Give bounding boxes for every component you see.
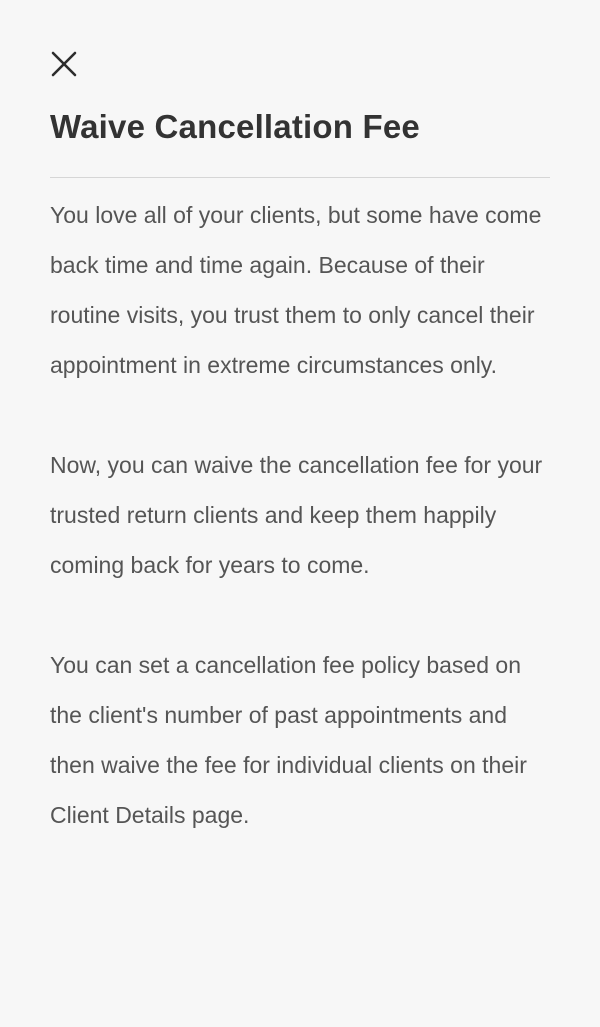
description-paragraph-2: Now, you can waive the cancellation fee for your trusted return clients and keep them happily coming back for years to come.	[50, 452, 543, 578]
description-paragraph-1: You love all of your clients, but some have come back time and time again. Because of their routine visits, you trust them to only cancel their appointment in extreme circumstances only.	[50, 202, 542, 378]
title-divider	[50, 177, 550, 178]
close-icon	[50, 50, 78, 78]
close-button[interactable]	[46, 46, 82, 82]
page-title: Waive Cancellation Fee	[50, 108, 420, 145]
description	[50, 190, 550, 840]
description-paragraph-3: You can set a cancellation fee policy based on the client's number of past appointments and then waive the fee for individual clients on their Client Details page.	[50, 652, 527, 828]
